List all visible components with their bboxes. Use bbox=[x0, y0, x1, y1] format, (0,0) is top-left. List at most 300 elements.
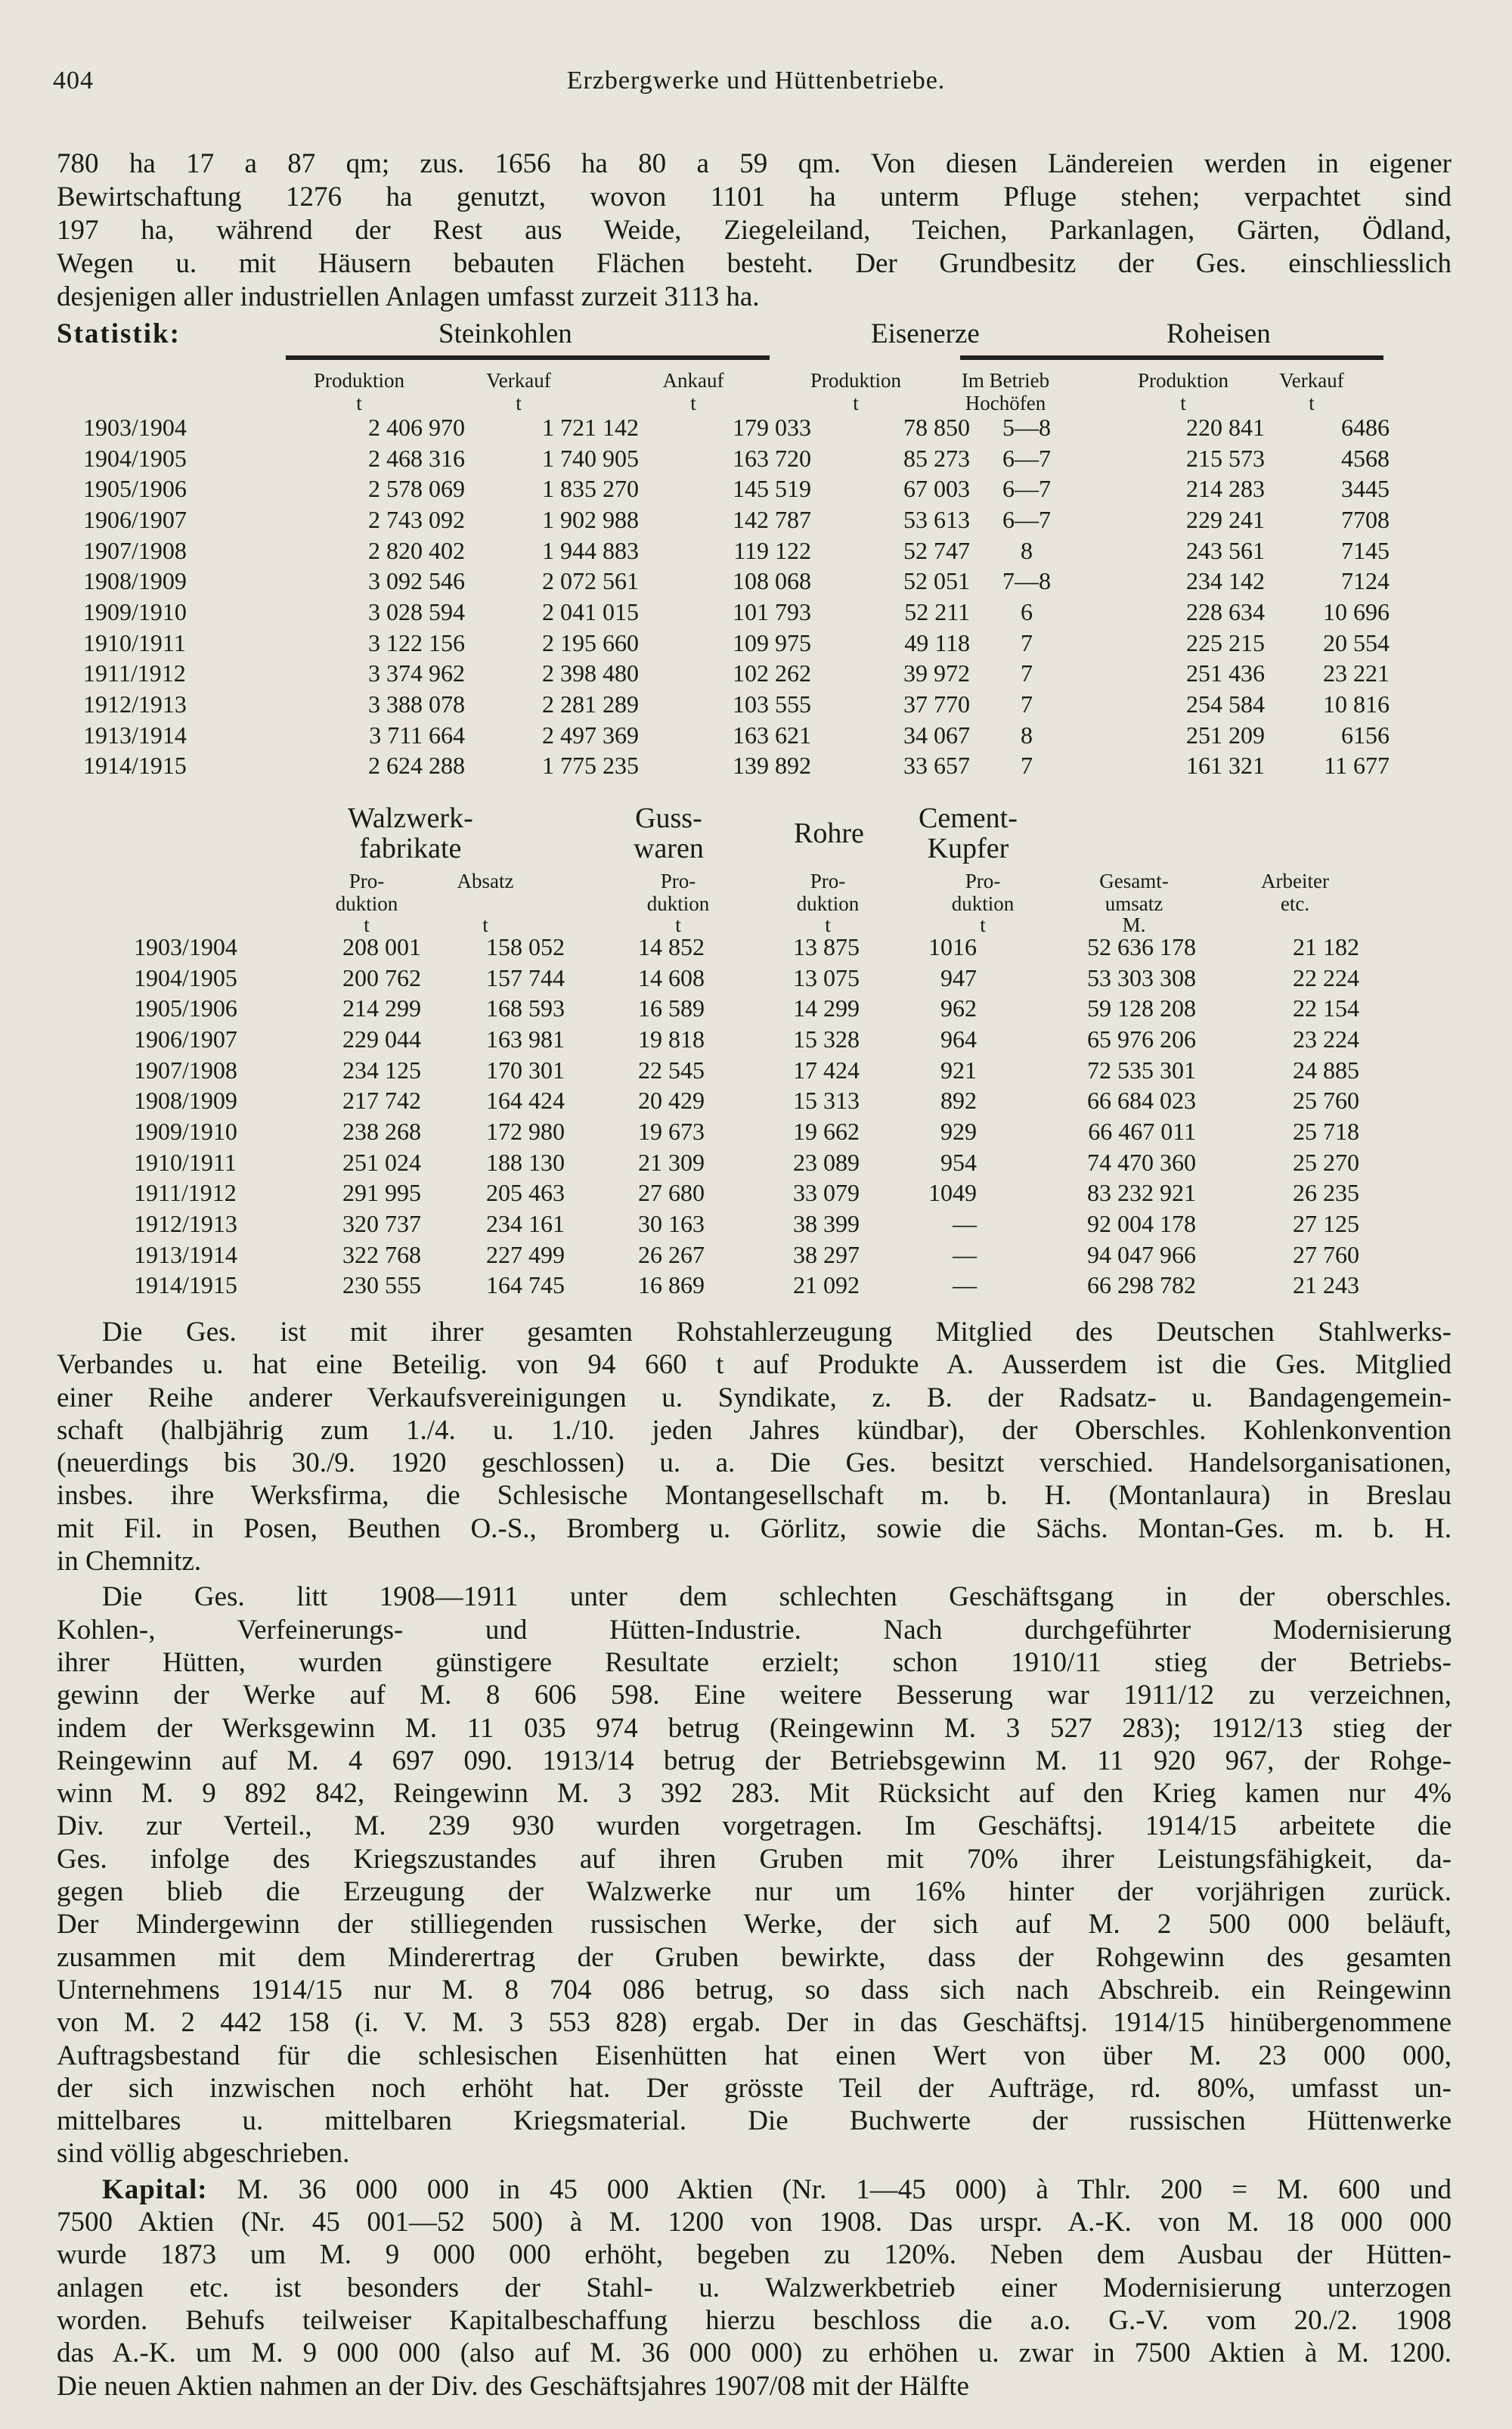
statistik-year: 1913/1914 bbox=[83, 721, 187, 749]
statistik2-cell: 320 737 bbox=[342, 1210, 421, 1238]
statistik-cell: 101 793 bbox=[733, 597, 811, 625]
statistik2-subheader-5: Pro- duktion bbox=[951, 870, 1015, 915]
business-line-10: gegen blieb die Erzeugung der Walzwerke nur um 16% hinter der vorjährigen zurück. bbox=[57, 1876, 1452, 1908]
statistik-cell: 1 740 905 bbox=[542, 444, 639, 472]
statistik2-cell: 892 bbox=[940, 1087, 977, 1115]
statistik-cell: 7 bbox=[1021, 752, 1033, 780]
statistik2-year: 1904/1905 bbox=[134, 963, 237, 991]
statistik2-cell: 22 545 bbox=[638, 1056, 705, 1084]
statistik-unit-7: t bbox=[1309, 392, 1315, 414]
statistik2-cell: 74 470 360 bbox=[1087, 1148, 1196, 1176]
intro-line-4: Wegen u. mit Häusern bebauten Flächen besteht. Der Grundbesitz der Ges. einschliesslich bbox=[57, 248, 1452, 279]
statistik2-cell: 172 980 bbox=[486, 1117, 565, 1145]
statistik2-subheader-6: Gesamt- umsatz bbox=[1099, 870, 1169, 915]
statistik-cell: 85 273 bbox=[903, 444, 970, 472]
statistik2-cell: 227 499 bbox=[486, 1240, 565, 1268]
statistik2-cell: — bbox=[953, 1240, 977, 1268]
statistik-year: 1906/1907 bbox=[83, 505, 187, 533]
statistik-cell: 229 241 bbox=[1186, 505, 1265, 533]
statistik2-cell: 16 589 bbox=[638, 994, 705, 1022]
statistik-cell: 228 634 bbox=[1186, 597, 1265, 625]
statistik-cell: 251 209 bbox=[1186, 721, 1265, 749]
business-line-9: Ges. infolge des Kriegszustandes auf ihren Gruben mit 70% ihrer Leistungsfähigkeit, da- bbox=[57, 1843, 1452, 1875]
statistik-cell: 251 436 bbox=[1186, 659, 1265, 687]
statistik-cell: 20 554 bbox=[1323, 628, 1390, 656]
statistik-unit-3: t bbox=[690, 392, 696, 414]
statistik2-cell: 14 852 bbox=[638, 932, 705, 960]
statistik2-cell: 188 130 bbox=[486, 1148, 565, 1176]
statistik-cell: 4568 bbox=[1341, 444, 1390, 472]
statistik-cell: 37 770 bbox=[903, 690, 970, 718]
statistik2-cell: 17 424 bbox=[793, 1056, 860, 1084]
statistik-cell: 2 072 561 bbox=[542, 567, 639, 595]
business-line-1: Die Ges. litt 1908—1911 unter dem schlechten Geschäftsgang in der oberschles. bbox=[102, 1581, 1452, 1613]
statistik2-cell: 164 424 bbox=[486, 1087, 565, 1115]
statistik2-cell: 21 243 bbox=[1293, 1271, 1359, 1299]
statistik-cell: 2 624 288 bbox=[368, 752, 465, 780]
statistik-cell: 52 747 bbox=[903, 536, 970, 564]
running-title: Erzbergwerke und Hüttenbetriebe. bbox=[566, 67, 946, 95]
membership-line-4: schaft (halbjährig zum 1./4. u. 1./10. jeden Jahres kündbar), der Oberschles. Kohlenkonvention bbox=[57, 1414, 1452, 1446]
statistik2-cell: 33 079 bbox=[793, 1179, 860, 1207]
statistik-cell: 1 902 988 bbox=[542, 505, 639, 533]
statistik-cell: 2 406 970 bbox=[368, 413, 465, 441]
statistik-cell: 52 051 bbox=[903, 567, 970, 595]
statistik-cell: 6—7 bbox=[1002, 505, 1051, 533]
statistik2-row bbox=[134, 1024, 1359, 1055]
statistik-cell: 234 142 bbox=[1186, 567, 1265, 595]
statistik2-cell: 163 981 bbox=[486, 1025, 565, 1053]
statistik-cell: 102 262 bbox=[733, 659, 811, 687]
statistik-cell: 33 657 bbox=[903, 752, 970, 780]
statistik-row bbox=[83, 504, 1390, 535]
business-line-8: Div. zur Verteil., M. 239 930 wurden vorgetragen. Im Geschäftsj. 1914/15 arbeitete die bbox=[57, 1810, 1452, 1842]
statistik2-unit-1: t bbox=[364, 914, 370, 936]
statistik2-cell: 208 001 bbox=[342, 932, 421, 960]
statistik2-cell: 25 718 bbox=[1293, 1117, 1359, 1145]
statistik-cell: 7145 bbox=[1341, 536, 1390, 564]
statistik-row bbox=[83, 751, 1390, 782]
statistik2-cell: 19 662 bbox=[793, 1117, 860, 1145]
statistik2-cell: 13 875 bbox=[793, 932, 860, 960]
statistik2-cell: 94 047 966 bbox=[1087, 1240, 1196, 1268]
statistik-year: 1905/1906 bbox=[83, 475, 187, 503]
membership-line-5: (neuerdings bis 30./9. 1920 geschlossen) u. a. Die Ges. besitzt verschied. Handelsorganisationen, bbox=[57, 1447, 1452, 1479]
body-text bbox=[57, 1316, 1452, 2403]
statistik-row bbox=[83, 443, 1390, 474]
statistik-cell: 2 468 316 bbox=[368, 444, 465, 472]
intro-paragraph bbox=[57, 147, 1452, 314]
statistik-cell: 3 388 078 bbox=[368, 690, 465, 718]
statistik-cell: 7 bbox=[1021, 690, 1033, 718]
statistik2-year: 1903/1904 bbox=[134, 932, 237, 960]
statistik2-cell: 16 869 bbox=[638, 1271, 705, 1299]
statistik-cell: 145 519 bbox=[733, 475, 811, 503]
statistik2-cell: 200 762 bbox=[342, 963, 421, 991]
statistik-row bbox=[83, 628, 1390, 659]
statistik2-cell: — bbox=[953, 1271, 977, 1299]
statistik2-cell: 954 bbox=[940, 1148, 977, 1176]
kapital-line-5: worden. Behufs teilweiser Kapitalbeschaffung hierzu beschloss die a.o. G.-V. vom 20./2. 1908 bbox=[57, 2304, 1452, 2336]
statistik-cell: 163 720 bbox=[733, 444, 811, 472]
statistik2-row bbox=[134, 1270, 1359, 1301]
statistik-cell: 163 621 bbox=[733, 721, 811, 749]
statistik-cell: 6—7 bbox=[1002, 475, 1051, 503]
statistik2-year: 1910/1911 bbox=[134, 1148, 237, 1176]
statistik-cell: 39 972 bbox=[903, 659, 970, 687]
statistik2-cell: 15 328 bbox=[793, 1025, 860, 1053]
statistik2-cell: 158 052 bbox=[486, 932, 565, 960]
statistik2-cell: 921 bbox=[940, 1056, 977, 1084]
statistik-row bbox=[83, 720, 1390, 751]
statistik-cell: 11 677 bbox=[1324, 752, 1390, 780]
statistik-row bbox=[83, 535, 1390, 566]
membership-line-6: insbes. ihre Werksfirma, die Schlesische Montangesellschaft m. b. H. (Montanlaura) in Breslau bbox=[57, 1480, 1452, 1512]
statistik2-cell: 291 995 bbox=[342, 1179, 421, 1207]
group-rohre: Rohre bbox=[794, 817, 864, 849]
statistik-row bbox=[83, 412, 1390, 443]
statistik2-cell: 66 684 023 bbox=[1087, 1087, 1196, 1115]
statistik-cell: 1 835 270 bbox=[542, 475, 639, 503]
statistik2-year: 1912/1913 bbox=[134, 1210, 237, 1238]
statistik2-cell: 22 154 bbox=[1293, 994, 1359, 1022]
business-line-5: indem der Werksgewinn M. 11 035 974 betrug (Reingewinn M. 3 527 283); 1912/13 stieg der bbox=[57, 1712, 1452, 1744]
statistik2-unit-4: t bbox=[825, 914, 831, 936]
statistik2-cell: 66 467 011 bbox=[1088, 1117, 1196, 1145]
statistik-row bbox=[83, 597, 1390, 628]
statistik2-cell: 27 125 bbox=[1293, 1210, 1359, 1238]
statistik-year: 1911/1912 bbox=[83, 659, 186, 687]
statistik-cell: 108 068 bbox=[733, 567, 811, 595]
statistik-cell: 6 bbox=[1021, 597, 1033, 625]
business-line-2: Kohlen-, Verfeinerungs- und Hütten-Industrie. Nach durchgeführter Modernisierung bbox=[57, 1614, 1452, 1646]
statistik2-cell: 14 608 bbox=[638, 963, 705, 991]
statistik-subheader-2: Verkauf bbox=[486, 369, 551, 392]
statistik2-subheader-7: Arbeiter etc. bbox=[1261, 870, 1329, 915]
group-cement-kupfer: Cement- Kupfer bbox=[919, 802, 1018, 864]
statistik-subheader-4: Produktion bbox=[810, 369, 901, 392]
business-line-13: Unternehmens 1914/15 nur M. 8 704 086 betrug, so dass sich nach Abschreib. ein Reingewinn bbox=[57, 1974, 1452, 2006]
statistik-cell: 3 028 594 bbox=[368, 597, 465, 625]
statistik-cell: 8 bbox=[1021, 536, 1033, 564]
business-line-7: winn M. 9 892 842, Reingewinn M. 3 392 283. Mit Rücksicht auf den Krieg kamen nur 4% bbox=[57, 1778, 1452, 1810]
statistik-subheader-7: Verkauf bbox=[1279, 369, 1344, 392]
intro-line-3: 197 ha, während der Rest aus Weide, Ziegeleiland, Teichen, Parkanlagen, Gärten, Ödland, bbox=[57, 215, 1452, 246]
page-header bbox=[53, 67, 1459, 112]
statistik-cell: 225 215 bbox=[1186, 628, 1265, 656]
membership-line-7: mit Fil. in Posen, Beuthen O.-S., Bromberg u. Görlitz, sowie die Sächs. Montan-Ges. m. b. H. bbox=[57, 1512, 1452, 1544]
statistik2-cell: — bbox=[953, 1210, 977, 1238]
group-steinkohlen: Steinkohlen bbox=[438, 318, 572, 349]
statistik2-row bbox=[134, 1208, 1359, 1239]
statistik-subheader-1: Produktion bbox=[313, 369, 404, 392]
statistik2-cell: 230 555 bbox=[342, 1271, 421, 1299]
business-line-11: Der Mindergewinn der stilliegenden russischen Werke, der sich auf M. 2 500 000 beläuft, bbox=[57, 1909, 1452, 1940]
business-line-12: zusammen mit dem Minderertrag der Gruben bewirkte, dass der Rohgewinn des gesamten bbox=[57, 1941, 1452, 1973]
statistik-cell: 7 bbox=[1021, 659, 1033, 687]
statistik-cell: 2 820 402 bbox=[368, 536, 465, 564]
statistik2-cell: 322 768 bbox=[342, 1240, 421, 1268]
statistik-cell: 103 555 bbox=[733, 690, 811, 718]
statistik2-cell: 19 673 bbox=[638, 1117, 705, 1145]
statistik-unit-6: t bbox=[1180, 392, 1186, 414]
statistik-cell: 109 975 bbox=[733, 628, 811, 656]
statistik-cell: 2 041 015 bbox=[542, 597, 639, 625]
statistik-cell: 139 892 bbox=[733, 752, 811, 780]
statistik2-cell: 1016 bbox=[928, 932, 977, 960]
statistik-cell: 214 283 bbox=[1186, 475, 1265, 503]
group-eisenerze: Eisenerze bbox=[871, 318, 980, 349]
statistik-cell: 1 775 235 bbox=[542, 752, 639, 780]
group-walzwerk: Walzwerk- fabrikate bbox=[348, 802, 473, 864]
statistik2-cell: 26 235 bbox=[1293, 1179, 1359, 1207]
statistik-cell: 49 118 bbox=[904, 628, 970, 656]
statistik-subheader-5: Im Betrieb bbox=[961, 369, 1050, 392]
statistik2-cell: 229 044 bbox=[342, 1025, 421, 1053]
statistik2-year: 1914/1915 bbox=[134, 1271, 237, 1299]
statistik2-cell: 14 299 bbox=[793, 994, 860, 1022]
statistik-cell: 2 497 369 bbox=[542, 721, 639, 749]
membership-line-1: Die Ges. ist mit ihrer gesamten Rohstahlerzeugung Mitglied des Deutschen Stahlwerks- bbox=[102, 1317, 1452, 1348]
statistik2-cell: 157 744 bbox=[486, 963, 565, 991]
statistik-unit-5: Hochöfen bbox=[965, 392, 1046, 414]
intro-line-5: desjenigen aller industriellen Anlagen umfasst zurzeit 3113 ha. bbox=[57, 281, 760, 312]
statistik2-cell: 214 299 bbox=[342, 994, 421, 1022]
statistik-year: 1909/1910 bbox=[83, 597, 187, 625]
business-line-15: Auftragsbestand für die schlesischen Eisenhütten hat einen Wert von über M. 23 000 000, bbox=[57, 2040, 1452, 2071]
statistik2-year: 1911/1912 bbox=[134, 1179, 237, 1207]
kapital-line-7: Die neuen Aktien nahmen an der Div. des Geschäftsjahres 1907/08 mit der Hälfte bbox=[57, 2370, 969, 2402]
statistik-cell: 3 711 664 bbox=[369, 721, 465, 749]
statistik-cell: 1 721 142 bbox=[542, 413, 639, 441]
statistik-label: Statistik: bbox=[57, 318, 181, 349]
intro-text bbox=[57, 147, 1452, 314]
statistik-year: 1912/1913 bbox=[83, 690, 187, 718]
business-line-3: ihrer Hütten, wurden günstigere Resultate erzielt; schon 1910/11 stieg der Betriebs- bbox=[57, 1646, 1452, 1678]
statistik2-cell: 27 680 bbox=[638, 1179, 705, 1207]
statistik-unit-4: t bbox=[853, 392, 859, 414]
statistik-year: 1908/1909 bbox=[83, 567, 187, 595]
paragraph-kapital bbox=[57, 2173, 1452, 2403]
business-line-4: gewinn der Werke auf M. 8 606 598. Eine weitere Besserung war 1911/12 zu verzeichnen, bbox=[57, 1680, 1452, 1711]
statistik2-year: 1906/1907 bbox=[134, 1025, 237, 1053]
statistik2-cell: 25 760 bbox=[1293, 1087, 1359, 1115]
statistik-cell: 3 092 546 bbox=[368, 567, 465, 595]
statistik-cell: 2 578 069 bbox=[368, 475, 465, 503]
statistik2-cell: 72 535 301 bbox=[1087, 1056, 1196, 1084]
statistik-cell: 3 374 962 bbox=[368, 659, 465, 687]
page-number: 404 bbox=[53, 67, 94, 95]
statistik-cell: 10 816 bbox=[1323, 690, 1390, 718]
statistik-subheader-3: Ankauf bbox=[662, 369, 724, 392]
kapital-line-4: anlagen etc. ist besonders der Stahl- u. Walzwerkbetrieb einer Modernisierung unterzogen bbox=[57, 2272, 1452, 2303]
statistik2-cell: 21 092 bbox=[793, 1271, 860, 1299]
statistik-row bbox=[83, 473, 1390, 504]
statistik2-cell: 13 075 bbox=[793, 963, 860, 991]
statistik2-subheader-2: Absatz bbox=[457, 870, 514, 892]
statistik-cell: 2 281 289 bbox=[542, 690, 639, 718]
bracket-steinkohlen bbox=[286, 355, 770, 360]
statistik2-unit-5: t bbox=[980, 914, 986, 936]
statistik2-cell: 25 270 bbox=[1293, 1148, 1359, 1176]
statistik2-row bbox=[134, 993, 1359, 1024]
bracket-roheisen bbox=[960, 355, 1383, 360]
business-line-17: mittelbares u. mittelbaren Kriegsmaterial. Die Buchwerte der russischen Hüttenwerke bbox=[57, 2105, 1452, 2137]
statistik2-cell: 947 bbox=[940, 963, 977, 991]
statistik-cell: 5—8 bbox=[1002, 413, 1051, 441]
statistik-cell: 10 696 bbox=[1323, 597, 1390, 625]
paragraph-business bbox=[57, 1581, 1452, 2170]
statistik-cell: 34 067 bbox=[903, 721, 970, 749]
statistik2-cell: 59 128 208 bbox=[1087, 994, 1196, 1022]
statistik-cell: 119 122 bbox=[733, 536, 811, 564]
statistik2-row bbox=[134, 1055, 1359, 1086]
membership-line-2: Verbandes u. hat eine Beteilig. von 94 660 t auf Produkte A. Ausserdem ist die Ges. Mitglied bbox=[57, 1349, 1452, 1381]
statistik2-row bbox=[134, 1147, 1359, 1178]
statistik2-cell: 24 885 bbox=[1293, 1056, 1359, 1084]
statistik2-cell: 168 593 bbox=[486, 994, 565, 1022]
statistik2-cell: 170 301 bbox=[486, 1056, 565, 1084]
statistik2-cell: 38 297 bbox=[793, 1240, 860, 1268]
statistik2-cell: 964 bbox=[940, 1025, 977, 1053]
statistik2-subheader-3: Pro- duktion bbox=[646, 870, 710, 915]
statistik2-year: 1909/1910 bbox=[134, 1117, 237, 1145]
statistik-cell: 215 573 bbox=[1186, 444, 1265, 472]
group-gusswaren: Guss- waren bbox=[634, 802, 704, 864]
statistik2-cell: 217 742 bbox=[342, 1087, 421, 1115]
statistik-cell: 2 398 480 bbox=[542, 659, 639, 687]
statistik2-cell: 26 267 bbox=[638, 1240, 705, 1268]
statistik-cell: 7 bbox=[1021, 628, 1033, 656]
statistik2-cell: 23 089 bbox=[793, 1148, 860, 1176]
statistik-cell: 7124 bbox=[1341, 567, 1390, 595]
statistik2-table bbox=[134, 932, 1359, 1301]
statistik2-cell: 234 161 bbox=[486, 1210, 565, 1238]
statistik-cell: 2 195 660 bbox=[542, 628, 639, 656]
statistik2-cell: 238 268 bbox=[342, 1117, 421, 1145]
statistik2-row bbox=[134, 932, 1359, 963]
statistik-cell: 6156 bbox=[1341, 721, 1390, 749]
statistik-row bbox=[83, 689, 1390, 720]
statistik-cell: 3 122 156 bbox=[368, 628, 465, 656]
statistik2-cell: 164 745 bbox=[486, 1271, 565, 1299]
statistik2-cell: 66 298 782 bbox=[1087, 1271, 1196, 1299]
statistik-cell: 6—7 bbox=[1002, 444, 1051, 472]
statistik2-cell: 23 224 bbox=[1293, 1025, 1359, 1053]
statistik-cell: 161 321 bbox=[1186, 752, 1265, 780]
statistik2-row bbox=[134, 1178, 1359, 1209]
statistik2-year: 1913/1914 bbox=[134, 1240, 237, 1268]
kapital-line-1: Kapital: M. 36 000 000 in 45 000 Aktien (Nr. 1—45 000) à Thlr. 200 = M. 600 und bbox=[102, 2173, 1452, 2205]
statistik2-cell: 22 224 bbox=[1293, 963, 1359, 991]
statistik-cell: 67 003 bbox=[903, 475, 970, 503]
statistik-cell: 243 561 bbox=[1186, 536, 1265, 564]
statistik-year: 1907/1908 bbox=[83, 536, 187, 564]
statistik2-unit-2: t bbox=[482, 914, 488, 936]
statistik-cell: 52 211 bbox=[904, 597, 970, 625]
statistik2-row bbox=[134, 1239, 1359, 1270]
statistik-year: 1914/1915 bbox=[83, 752, 187, 780]
statistik-cell: 254 584 bbox=[1186, 690, 1265, 718]
statistik-cell: 3445 bbox=[1341, 475, 1390, 503]
statistik2-cell: 30 163 bbox=[638, 1210, 705, 1238]
kapital-line-6: das A.-K. um M. 9 000 000 (also auf M. 36 000 000) zu erhöhen u. zwar in 7500 Aktien à M. 1200. bbox=[57, 2337, 1452, 2369]
statistik2-cell: 53 303 308 bbox=[1087, 963, 1196, 991]
statistik-cell: 1 944 883 bbox=[542, 536, 639, 564]
statistik2-cell: 21 182 bbox=[1293, 932, 1359, 960]
intro-line-1: 780 ha 17 a 87 qm; zus. 1656 ha 80 a 59 qm. Von diesen Ländereien werden in eigener bbox=[57, 148, 1452, 179]
statistik2-row bbox=[134, 963, 1359, 994]
statistik2-subheader-4: Pro- duktion bbox=[796, 870, 860, 915]
statistik2-cell: 19 818 bbox=[638, 1025, 705, 1053]
statistik-cell: 179 033 bbox=[733, 413, 811, 441]
statistik-cell: 2 743 092 bbox=[368, 505, 465, 533]
membership-line-3: einer Reihe anderer Verkaufsvereinigungen u. Syndikate, z. B. der Radsatz- u. Bandagengemein- bbox=[57, 1382, 1452, 1413]
kapital-line-3: wurde 1873 um M. 9 000 000 erhöht, begeben zu 120%. Neben dem Ausbau der Hütten- bbox=[57, 2239, 1452, 2271]
statistik2-year: 1907/1908 bbox=[134, 1056, 237, 1084]
statistik2-subheader-1: Pro- duktion bbox=[335, 870, 398, 915]
statistik-cell: 53 613 bbox=[903, 505, 970, 533]
statistik2-cell: 83 232 921 bbox=[1087, 1179, 1196, 1207]
statistik-cell: 220 841 bbox=[1186, 413, 1265, 441]
statistik2-cell: 929 bbox=[940, 1117, 977, 1145]
statistik-subheader-6: Produktion bbox=[1137, 369, 1228, 392]
statistik-row bbox=[83, 566, 1390, 597]
business-line-18: sind völlig abgeschrieben. bbox=[57, 2138, 350, 2170]
business-line-6: Reingewinn auf M. 4 697 090. 1913/14 betrug der Betriebsgewinn M. 11 920 967, der Rohge- bbox=[57, 1745, 1452, 1776]
statistik-year: 1904/1905 bbox=[83, 444, 187, 472]
statistik2-cell: 38 399 bbox=[793, 1210, 860, 1238]
statistik2-cell: 205 463 bbox=[486, 1179, 565, 1207]
statistik-year: 1903/1904 bbox=[83, 413, 187, 441]
statistik2-cell: 234 125 bbox=[342, 1056, 421, 1084]
statistik-cell: 23 221 bbox=[1323, 659, 1390, 687]
paragraph-membership bbox=[57, 1316, 1452, 1577]
intro-line-2: Bewirtschaftung 1276 ha genutzt, wovon 1101 ha unterm Pfluge stehen; verpachtet sind bbox=[57, 181, 1452, 212]
statistik-cell: 6486 bbox=[1341, 413, 1390, 441]
statistik2-cell: 962 bbox=[940, 994, 977, 1022]
statistik-unit-2: t bbox=[516, 392, 522, 414]
statistik-header-row bbox=[57, 318, 1452, 354]
statistik2-cell: 21 309 bbox=[638, 1148, 705, 1176]
statistik2-cell: 15 313 bbox=[793, 1087, 860, 1115]
business-line-14: von M. 2 442 158 (i. V. M. 3 553 828) ergab. Der in das Geschäftsj. 1914/15 hinübergenommene bbox=[57, 2007, 1452, 2039]
statistik-table bbox=[83, 412, 1390, 781]
statistik2-cell: 52 636 178 bbox=[1087, 932, 1196, 960]
statistik2-cell: 92 004 178 bbox=[1087, 1210, 1196, 1238]
statistik2-cell: 1049 bbox=[928, 1179, 977, 1207]
statistik2-unit-6: M. bbox=[1122, 914, 1146, 936]
statistik2-cell: 251 024 bbox=[342, 1148, 421, 1176]
statistik-unit-1: t bbox=[356, 392, 362, 414]
statistik-cell: 7708 bbox=[1341, 505, 1390, 533]
statistik-cell: 7—8 bbox=[1002, 567, 1051, 595]
statistik-cell: 142 787 bbox=[733, 505, 811, 533]
statistik2-cell: 65 976 206 bbox=[1087, 1025, 1196, 1053]
kapital-label: Kapital: bbox=[102, 2173, 208, 2205]
statistik-year: 1910/1911 bbox=[83, 628, 186, 656]
statistik2-row bbox=[134, 1116, 1359, 1147]
statistik2-row bbox=[134, 1085, 1359, 1116]
membership-line-8: in Chemnitz. bbox=[57, 1546, 202, 1577]
kapital-line-2: 7500 Aktien (Nr. 45 001—52 500) à M. 1200 von 1908. Das urspr. A.-K. von M. 18 000 000 bbox=[57, 2207, 1452, 2238]
statistik2-year: 1905/1906 bbox=[134, 994, 237, 1022]
statistik-cell: 78 850 bbox=[903, 413, 970, 441]
statistik2-unit-3: t bbox=[675, 914, 681, 936]
statistik2-cell: 27 760 bbox=[1293, 1240, 1359, 1268]
statistik-row bbox=[83, 659, 1390, 690]
statistik-cell: 8 bbox=[1021, 721, 1033, 749]
